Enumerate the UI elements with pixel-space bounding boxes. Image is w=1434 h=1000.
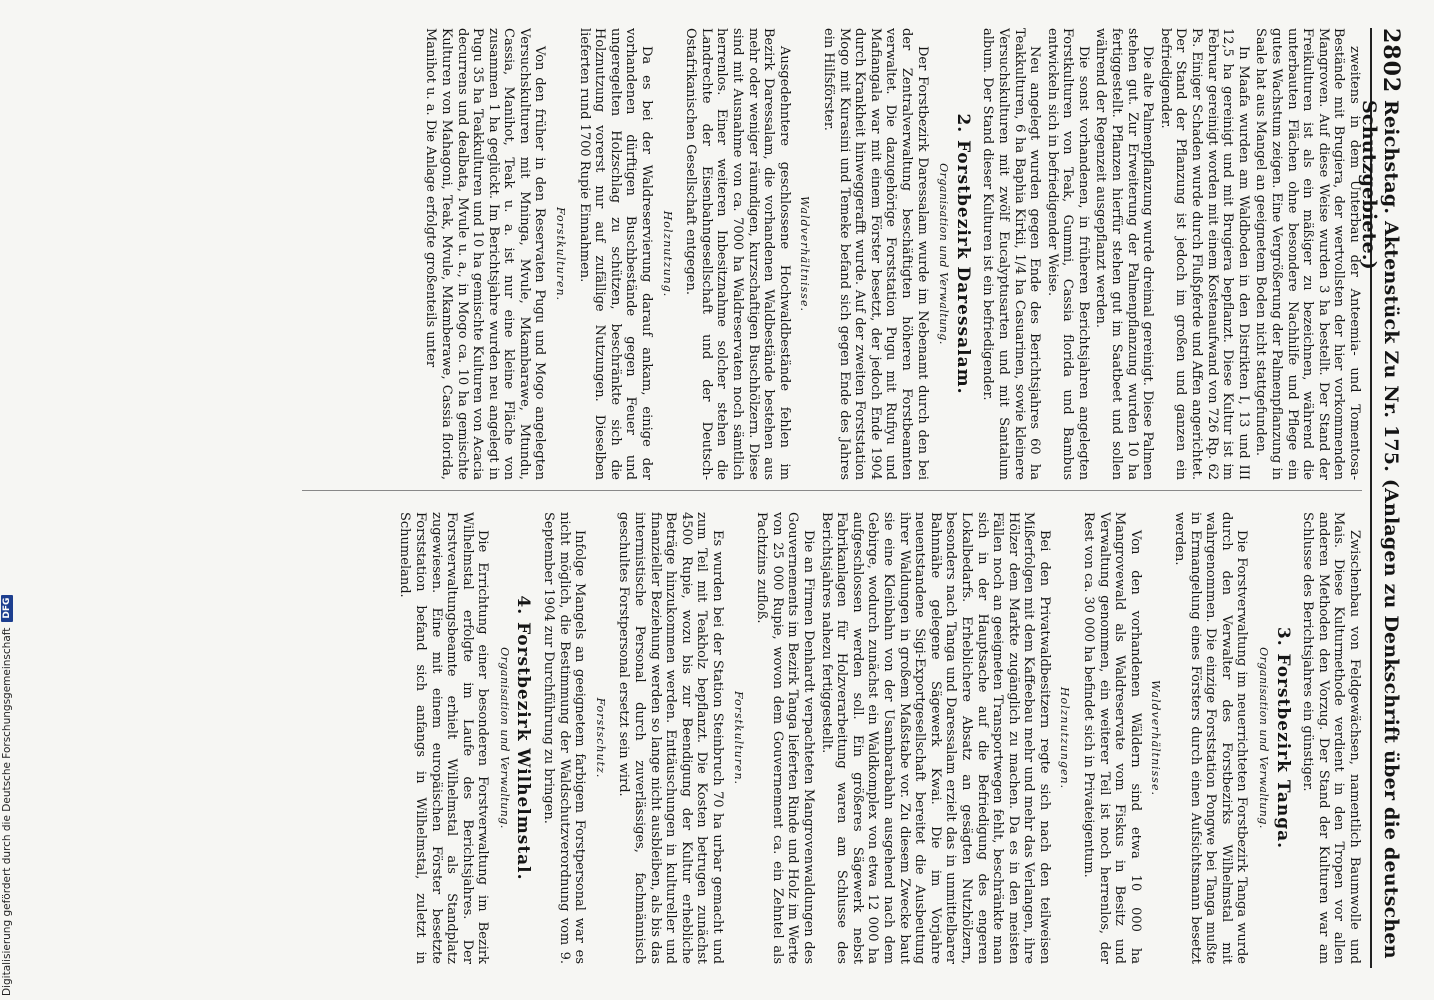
dfg-logo-badge: DFG — [1, 595, 13, 622]
paragraph: Bei den Privatwaldbesitzern regte sich nach den teilweisen Mißerfolgen mit dem Kaffeebau mehr und mehr das Verlangen, ihre Hölzer dem Markte zugänglich zu machen. Da es in den meisten Fällen noch an geeigneten Transportwegen fehlt, beschränkte man sich in der Hauptsache auf die Befriedigung des engeren Lokalbedarfs. Erheblichere Absatz an gesägten Nutzhölzern, besonders nach Tanga und Daressalam erzielt das in unmittelbarer Bahnnähe gelegene Sägewerk Kwai. Die im Vorjahre neuentstandene Sigi-Exportgesellschaft bereitet die Ausbeutung ihrer Waldungen in großem Maßstabe vor. Zu diesem Zwecke baut sie eine Kleinbahn von der Usambarabahn ausgehend nach dem Gebirge, wodurch zunächst ein Waldkomplex von etwa 12 000 ha aufgeschlossen werden soll. Ein größeres Sägewerk nebst Fabrikanlagen für Holzverarbeitung waren am Schlusse des Berichtsjahres nahezu fertiggestellt. — [818, 512, 1052, 964]
page-header — [1358, 28, 1408, 968]
paragraph: Infolge Mangels an geeignetem farbigem Forstpersonal war es nicht möglich, die Bestimmung der Waldschutzverordnung vom 9. September 1904 zur Durchführung zu bringen. — [541, 512, 588, 964]
running-title: Reichstag. Aktenstück Zu Nr. 175. (Anlagen zu Denkschrift über die deutschen Schutzgebiete.) — [1358, 100, 1402, 959]
right-text-column — [282, 512, 1362, 964]
section-heading: 3. Forstbezirk Tanga. — [1272, 626, 1293, 850]
paragraph: In Maafa wurden am Waldboden in den Distrikten I, 13 und III 12,5 ha gereinigt und mit Brugiera bepflanzt. Diese Kultur ist im Februar gereinigt worden mit einem Kostenaufwand von 726 Rp. 62 Ps. Einiger Schaden wurde durch Flußpferde und Affen angerichtet. Der Stand der Pflanzung ist jedoch im großen und ganzen ein befriedigender. — [1157, 28, 1251, 480]
paragraph: Von den früher in den Reservaten Pugu und Mogo angelegten Versuchskulturen mit Mninga, Mvule, Mkambarawe, Mtundu, Cassia, Manihot, Teak u. a. ist nur eine kleine Fläche von zusammen 1 ha geglückt. Im Berichtsjahre wurden neu angelegt in Pugu 35 ha Teakkulturen und 10 ha gemischte Kulturen von Acacia decurrens und dealbata, Mvule u. a., in Mogo ca. 10 ha gemischte Kulturen von Mahagoni, Teak, Mvule, Mkamberawe, Cassia florida, Manihot u. a. Die Anlage erfolgte großenteils unter — [423, 28, 548, 480]
subsection-label: Forstschutz. — [593, 697, 607, 779]
subsection-label: Waldverhältnisse. — [1149, 680, 1163, 796]
digitization-credit — [0, 0, 24, 1000]
section-subheading: Organisation und Verwaltung. — [497, 647, 511, 829]
paragraph: Die sonst vorhandenen, in früheren Berichtsjahren angelegten Forstkulturen von Teak, Gummi, Cassia florida und Bambus entwickeln sich in befriedigender Weise. — [1044, 28, 1091, 480]
section-heading: 2. Forstbezirk Daressalam. — [952, 113, 973, 395]
paragraph: Zwischenbau von Feldgewächsen, namentlich Baumwolle und Mais. Diese Kulturmethode verdient in den Tropen vor allen anderen Methoden den Vorzug. Der Stand der Kulturen war am Schlusse des Berichtsjahres ein günstiger. — [1300, 512, 1362, 964]
paragraph: Die Errichtung einer besonderen Forstverwaltung im Bezirk Wilhelmstal erfolgte im Laufe des Berichtsjahres. Der Forstverwaltungsbeamte erhielt Wilhelmstal als Standplatz zugewiesen. Eine mit einem europäischen Förster besetzte Forststation befand sich anfangs in Wilhelmstal, zuletzt in Schumeland. — [397, 512, 491, 964]
subsection-label: Holznutzung. — [660, 210, 674, 298]
subsection-label: Holznutzungen. — [1058, 686, 1072, 790]
credit-line — [1, 595, 13, 996]
paragraph: Ausgedehntere geschlossene Hochwaldbestände fehlen im Bezirk Daressalam, die vorhandenen Waldbestände bestehen aus mehr oder weniger räumdigen, kurzschaftigen Buschhölzern. Diese sind mit Ausnahme von ca. 7000 ha Waldreservaten noch sämtlich herrenlos. Einer weiteren Inbesitznahme solcher stehen die Landrechte der Eisenbahngesellschaft und der Deutsch-Ostafrikanischen Gesellschaft entgegen. — [683, 28, 792, 480]
paragraph: zweitens in dem Unterbau der Anteemia- und Tomentosa-Bestände mit Brugiera, der wertvollsten der hier vorkommenden Mangroven. Auf diese Weise wurden 3 ha bestellt. Der Stand der Freikulturen ist als ein mäßiger zu bezeichnen, während die unterbauten Flächen ohne besondere Nachhilfe und Pflege ein gutes Wachstum zeigen. Eine Vergrößerung der Palmenpflanzung in Saale hat aus Mangel an geeignetem Boden nicht stattgefunden. — [1253, 28, 1362, 480]
paragraph: Die an Firmen Denhardt verpachteten Mangrovenwaldungen des Gouvernements im Bezirk Tanga lieferten Rinde und Holz im Werte von 25 000 Rupie, wovon dem Gouvernement ca. ein Zehntel als Pachtzins zufloß. — [754, 512, 816, 964]
credit-text: Digitalisierung gefördert durch die Deutsche Forschungsgemeinschaft — [1, 627, 13, 996]
subsection-label: Forstkulturen. — [731, 690, 745, 786]
paragraph: Die alte Palmenpflanzung wurde dreimal gereinigt. Diese Palmen stehen gut. Zur Erweiterung der Palmenpflanzung wurden 10 ha fertiggestellt. Pflanzen hierfür stehen gut im Saatbeet und sollen während der Regenzeit ausgepflanzt werden. — [1093, 28, 1156, 480]
section-heading: 4. Forstbezirk Wilhelmstal. — [513, 595, 534, 881]
left-text-column — [282, 28, 1362, 480]
paragraph: Neu angelegt wurden gegen Ende des Berichtsjahres 60 ha Teakkulturen, 6 ha Baphia Kirkii, 1/4 ha Casuarinen, sowie kleinere Versuchskulturen mit zwölf Eucalyptusarten und mit Santalum album. Der Stand dieser Kulturen ist ein befriedigender. — [980, 28, 1043, 480]
paragraph: Da es bei der Waldreservierung darauf ankam, einige der vorhandenen dürftigen Buschbestände gegen Feuer und ungeregelten Holzschlag zu schützen, beschränkte sich die Holznutzung vorerst nur auf zufällige Nutzungen. Dieselben lieferten rund 1700 Rupie Einnahmen. — [576, 28, 655, 480]
section-subheading: Organisation und Verwaltung. — [937, 163, 951, 345]
paragraph: Der Forstbezirk Daressalam wurde im Nebenamt durch den bei der Zentralverwaltung beschäftigten höheren Forstbeamten verwaltet. Die dazugehörige Forststation Pugu mit Rufiyu und Mafiangala war mit einem Förster besetzt, der jedoch Ende 1904 durch Krankheit hinweggerafft wurde. Auf der zweiten Forststation Mogo mit Kurasini und Temeke befand sich gegen Ende des Jahres ein Hilfsförster. — [821, 28, 930, 480]
section-subheading: Organisation und Verwaltung. — [1257, 647, 1271, 829]
subsection-label: Waldverhältnisse. — [798, 196, 812, 312]
column-divider — [302, 490, 1362, 491]
page-number: 2802 — [1378, 28, 1404, 94]
paragraph: Die Forstverwaltung im neuerrichteten Forstbezirk Tanga wurde durch den Verwalter des Forstbezirks Wilhelmstal mit wahrgenommen. Die einzige Forststation Pongwe bei Tanga mußte in Ermangelung eines Försters durch einen Aufsichtsmann besetzt werden. — [1172, 512, 1250, 964]
paragraph: Von den vorhandenen Wäldern sind etwa 10 000 ha Mangrovewald als Waldreservate vom Fiskus in Besitz und Verwaltung genommen, ein weiterer Teil ist noch herrenlos, der Rest von ca. 30 000 ha befindet sich in Privateigentum. — [1081, 512, 1143, 964]
paragraph: Es wurden bei der Station Steinbruch 70 ha urbar gemacht und zum Teil mit Teakholz bepflanzt. Die Kosten betrugen zunächst 4500 Rupie, wozu bis zur Beendigung der Kultur erhebliche Beträge hinzukommen werden. Enttäuschungen in kultureller und finanzieller Beziehung werden so lange nicht ausbleiben, als bis das intermistische Personal durch zuverlässiges, fachmännisch geschultes Forstpersonal ersetzt sein wird. — [616, 512, 726, 964]
subsection-label: Forstkulturen. — [554, 206, 568, 302]
